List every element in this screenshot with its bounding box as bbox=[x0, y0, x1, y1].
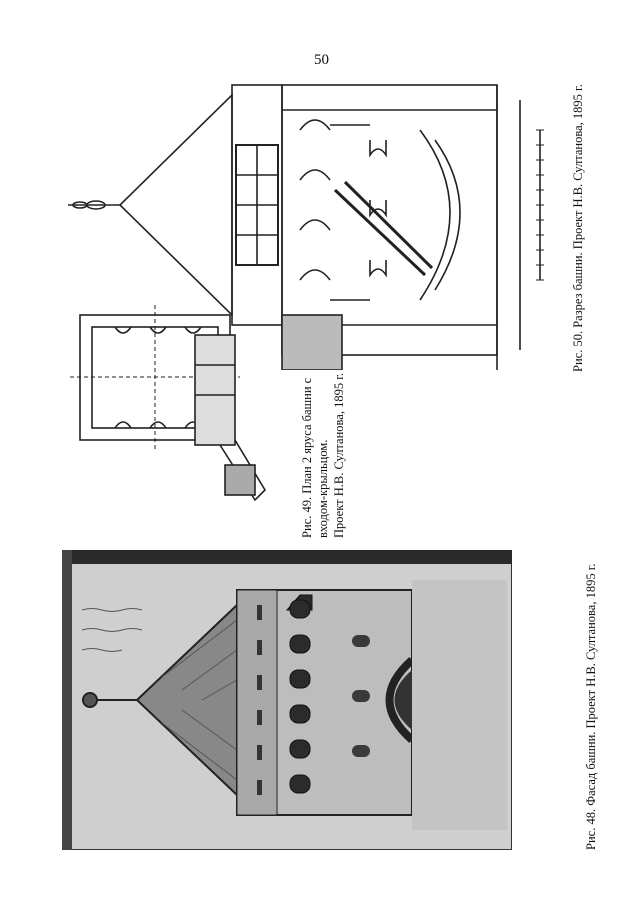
figure-48-caption: Рис. 48. Фасад башни. Проект Н.В. Султанова, 1895 г. bbox=[584, 563, 598, 850]
figure-49-caption-line: Проект Н.В. Султанова, 1895 г. bbox=[332, 372, 346, 538]
figure-50-caption: Рис. 50. Разрез башни. Проект Н.В. Султанова, 1895 г. bbox=[571, 84, 585, 372]
page-number: 50 bbox=[314, 52, 329, 68]
tower-plan-drawing bbox=[60, 305, 270, 525]
tower-facade-photo bbox=[62, 550, 512, 850]
figure-49-caption-line: входом-крыльцом. bbox=[316, 439, 330, 538]
figure-49-caption-line: Рис. 49. План 2 яруса башни с bbox=[300, 377, 314, 538]
figure-49-caption bbox=[299, 373, 347, 538]
